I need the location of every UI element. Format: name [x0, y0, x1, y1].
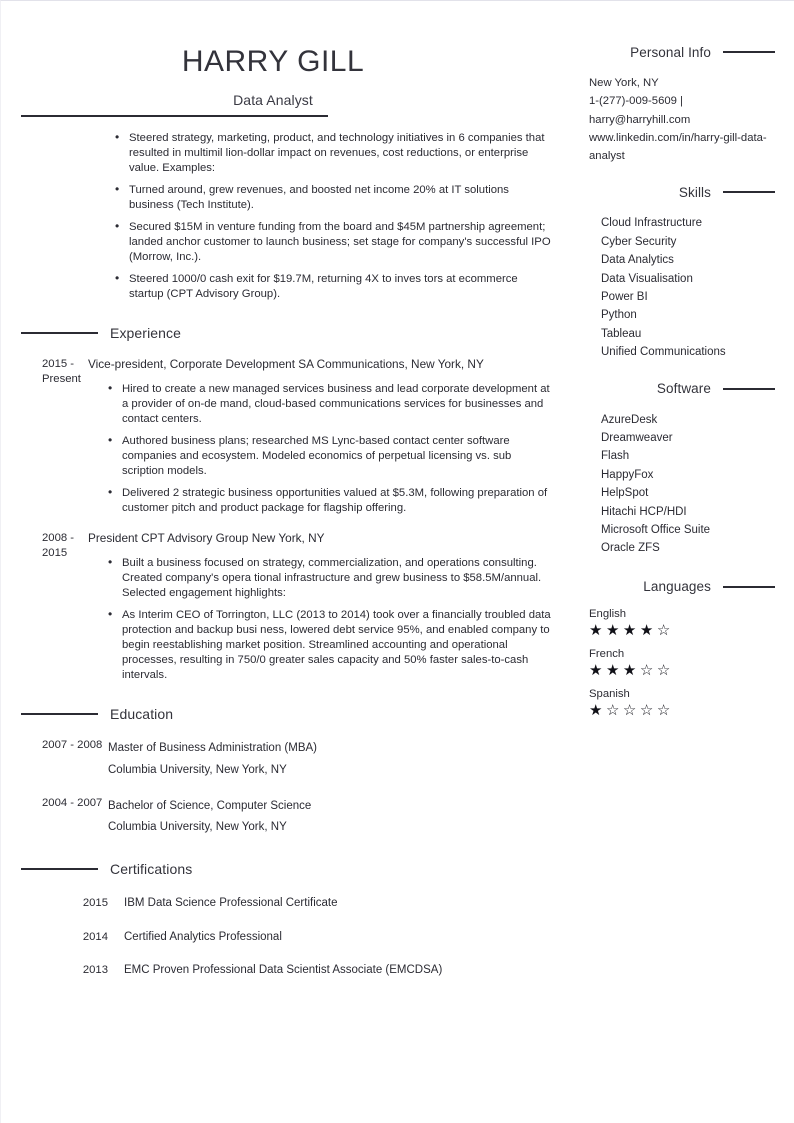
contact-line[interactable]: www.linkedin.com/in/harry-gill-data-analyst: [589, 131, 767, 163]
contact-line[interactable]: 1-(277)-009-5609 |: [589, 95, 683, 108]
entry-body: [108, 738, 551, 781]
education-heading-label: Education: [110, 706, 174, 723]
star-filled-icon: ★: [639, 621, 657, 639]
star-empty-icon: ☆: [656, 661, 674, 679]
bullet-item: • Steered strategy, marketing, product, and technology initiatives in 6 companies that resulted in multimil lion-dollar impact on revenues, cost reductions, or enterprise value. Examples:: [115, 131, 551, 176]
bullet-item: • Delivered 2 strategic business opportunities valued at $5.3M, following preparation of customer pitch and product package for flagship offering.: [108, 486, 551, 516]
entry-title: Vice-president, Corporate Development SA Communications, New York, NY: [88, 357, 484, 372]
language-item: [589, 688, 775, 718]
language-rating: [589, 663, 775, 678]
degree-label: Bachelor of Science, Computer Science: [108, 799, 312, 812]
experience-entry: [21, 357, 551, 516]
language-rating: [589, 703, 775, 718]
software-item: Microsoft Office Suite: [601, 523, 711, 536]
header-divider: [21, 115, 328, 117]
certification-entry: [21, 963, 551, 978]
education-entry: [21, 738, 551, 781]
education-heading: [21, 705, 551, 723]
star-filled-icon: ★: [622, 621, 640, 639]
section-rule-icon: [21, 868, 98, 870]
experience-heading-label: Experience: [110, 325, 182, 342]
software-item: Dreamweaver: [601, 432, 673, 444]
skill-item: Tableau: [601, 327, 642, 340]
experience-entry: [21, 531, 551, 683]
language-name: Spanish: [589, 687, 630, 700]
language-item: [589, 648, 775, 678]
skills-heading: [579, 183, 775, 201]
skill-item: Data Visualisation: [601, 272, 693, 285]
skill-item: Power BI: [601, 291, 648, 304]
certifications-heading: [21, 860, 551, 878]
software-heading-label: Software: [656, 381, 711, 397]
contact-line[interactable]: New York, NY: [589, 77, 659, 89]
experience-section: [21, 324, 551, 683]
language-name: French: [589, 647, 625, 660]
main-column: [21, 1, 551, 978]
entry-bullet-list: [88, 556, 551, 683]
star-filled-icon: ★: [605, 661, 623, 679]
skill-item: Python: [601, 309, 637, 322]
contact-details: [579, 74, 775, 165]
star-empty-icon: ☆: [656, 621, 674, 639]
star-filled-icon: ★: [589, 701, 606, 719]
entry-year: 2014: [82, 930, 108, 943]
summary-section: [21, 131, 551, 302]
job-title: Data Analyst: [233, 92, 313, 108]
experience-entry-list: [21, 357, 551, 683]
software-item: AzureDesk: [601, 413, 658, 426]
skill-item: Cloud Infrastructure: [601, 217, 702, 230]
section-rule-icon: [723, 388, 775, 390]
entry-body: [124, 963, 551, 978]
star-empty-icon: ☆: [639, 661, 657, 679]
sidebar-column: [579, 1, 775, 722]
section-rule-icon: [21, 332, 98, 334]
star-filled-icon: ★: [605, 621, 623, 639]
certifications-heading-label: Certifications: [110, 861, 193, 878]
software-item: Oracle ZFS: [601, 542, 660, 555]
star-empty-icon: ☆: [639, 701, 657, 719]
software-item: HelpSpot: [601, 487, 649, 500]
bullet-item: • Steered 1000/0 cash exit for $19.7M, returning 4X to inves tors at ecommerce startup (CPT Advisory Group).: [115, 272, 551, 302]
entry-title: President CPT Advisory Group New York, NY: [88, 531, 325, 546]
language-rating: [589, 623, 775, 638]
bullet-item: • Secured $15M in venture funding from the board and $45M partnership agreement; landed anchor customer to launch business; set stage for company's successful IPO (Morrow, Inc.).: [115, 220, 551, 265]
entry-bullet-list: [88, 382, 551, 516]
bullet-item: • Authored business plans; researched MS Lync-based contact center software companies and ecosystem. Modeled economics of perpetual licensing vs. sub scription models.: [108, 434, 551, 479]
education-entry-list: [21, 738, 551, 838]
certification-entry-list: [21, 896, 551, 978]
section-rule-icon: [723, 191, 775, 193]
skills-list: [579, 214, 775, 361]
certification-name: EMC Proven Professional Data Scientist Associate (EMCDSA): [124, 963, 443, 976]
star-filled-icon: ★: [622, 661, 640, 679]
certification-name: IBM Data Science Professional Certificate: [124, 897, 338, 910]
entry-body: [88, 357, 551, 516]
summary-bullet-list: [115, 131, 551, 302]
software-item: HappyFox: [601, 468, 654, 481]
bullet-item: • Turned around, grew revenues, and boosted net income 20% at IT solutions business (Tech Institute).: [115, 183, 551, 213]
entry-dates: 2015 - Present: [42, 358, 81, 386]
language-item: [589, 608, 775, 638]
software-list: [579, 411, 775, 558]
education-entry: [21, 796, 551, 839]
languages-heading: [579, 578, 775, 596]
software-item: Flash: [601, 450, 630, 463]
contact-line[interactable]: harry@harryhill.com: [589, 113, 691, 126]
certification-entry: [21, 896, 551, 911]
certification-name: Certified Analytics Professional: [124, 930, 282, 943]
entry-dates: 2004 - 2007: [42, 796, 103, 809]
personal-info-heading: [579, 43, 775, 61]
section-rule-icon: [21, 713, 98, 715]
skills-heading-label: Skills: [678, 184, 711, 200]
software-heading: [579, 380, 775, 398]
languages-section: [579, 578, 775, 718]
personal-info-heading-label: Personal Info: [630, 44, 711, 60]
skill-item: Cyber Security: [601, 235, 677, 248]
entry-dates: 2007 - 2008: [42, 739, 103, 752]
certifications-section: [21, 860, 551, 978]
name-block: [21, 1, 551, 108]
page-title: HARRY GILL: [181, 45, 365, 78]
entry-body: [124, 930, 551, 945]
certification-entry: [21, 930, 551, 945]
star-filled-icon: ★: [589, 661, 606, 679]
entry-year: 2015: [82, 897, 108, 910]
degree-label: Master of Business Administration (MBA): [108, 742, 317, 755]
entry-body: [108, 796, 551, 839]
star-empty-icon: ☆: [656, 701, 674, 719]
school-label: Columbia University, New York, NY: [108, 821, 287, 834]
entry-body: [124, 896, 551, 911]
languages-list: [579, 608, 775, 718]
skill-item: Unified Communications: [601, 346, 726, 359]
skill-item: Data Analytics: [601, 254, 674, 267]
skills-section: [579, 183, 775, 361]
personal-info-section: [579, 43, 775, 165]
school-label: Columbia University, New York, NY: [108, 763, 287, 776]
language-name: English: [589, 607, 627, 620]
languages-heading-label: Languages: [643, 579, 711, 595]
entry-body: [88, 531, 551, 683]
section-rule-icon: [723, 51, 775, 53]
software-item: Hitachi HCP/HDI: [601, 505, 687, 518]
experience-heading: [21, 324, 551, 342]
star-empty-icon: ☆: [605, 701, 623, 719]
bullet-item: • Hired to create a new managed services business and lead corporate development at a provider of on-de mand, cloud-based communications services for businesses and contact centers.: [108, 382, 551, 427]
entry-dates: 2008 - 2015: [42, 532, 75, 560]
star-filled-icon: ★: [589, 621, 606, 639]
section-rule-icon: [723, 586, 775, 588]
bullet-item: • Built a business focused on strategy, commercialization, and operations consulting. Created company's opera tional infrastructure and grew business to $58.5M/annual. Selected engagement highlights:: [108, 556, 551, 601]
software-section: [579, 380, 775, 558]
education-section: [21, 705, 551, 838]
star-empty-icon: ☆: [622, 701, 640, 719]
entry-year: 2013: [82, 963, 108, 976]
bullet-item: • As Interim CEO of Torrington, LLC (2013 to 2014) took over a financially troubled data protection and backup busi ness, lowered debt service 95%, and enabled company to begin reestablishing market position. Streamlined accounting and operational processes, resulting in 750/0 greater sales capacity and 50% faster sales-to-cash intervals.: [108, 608, 551, 683]
